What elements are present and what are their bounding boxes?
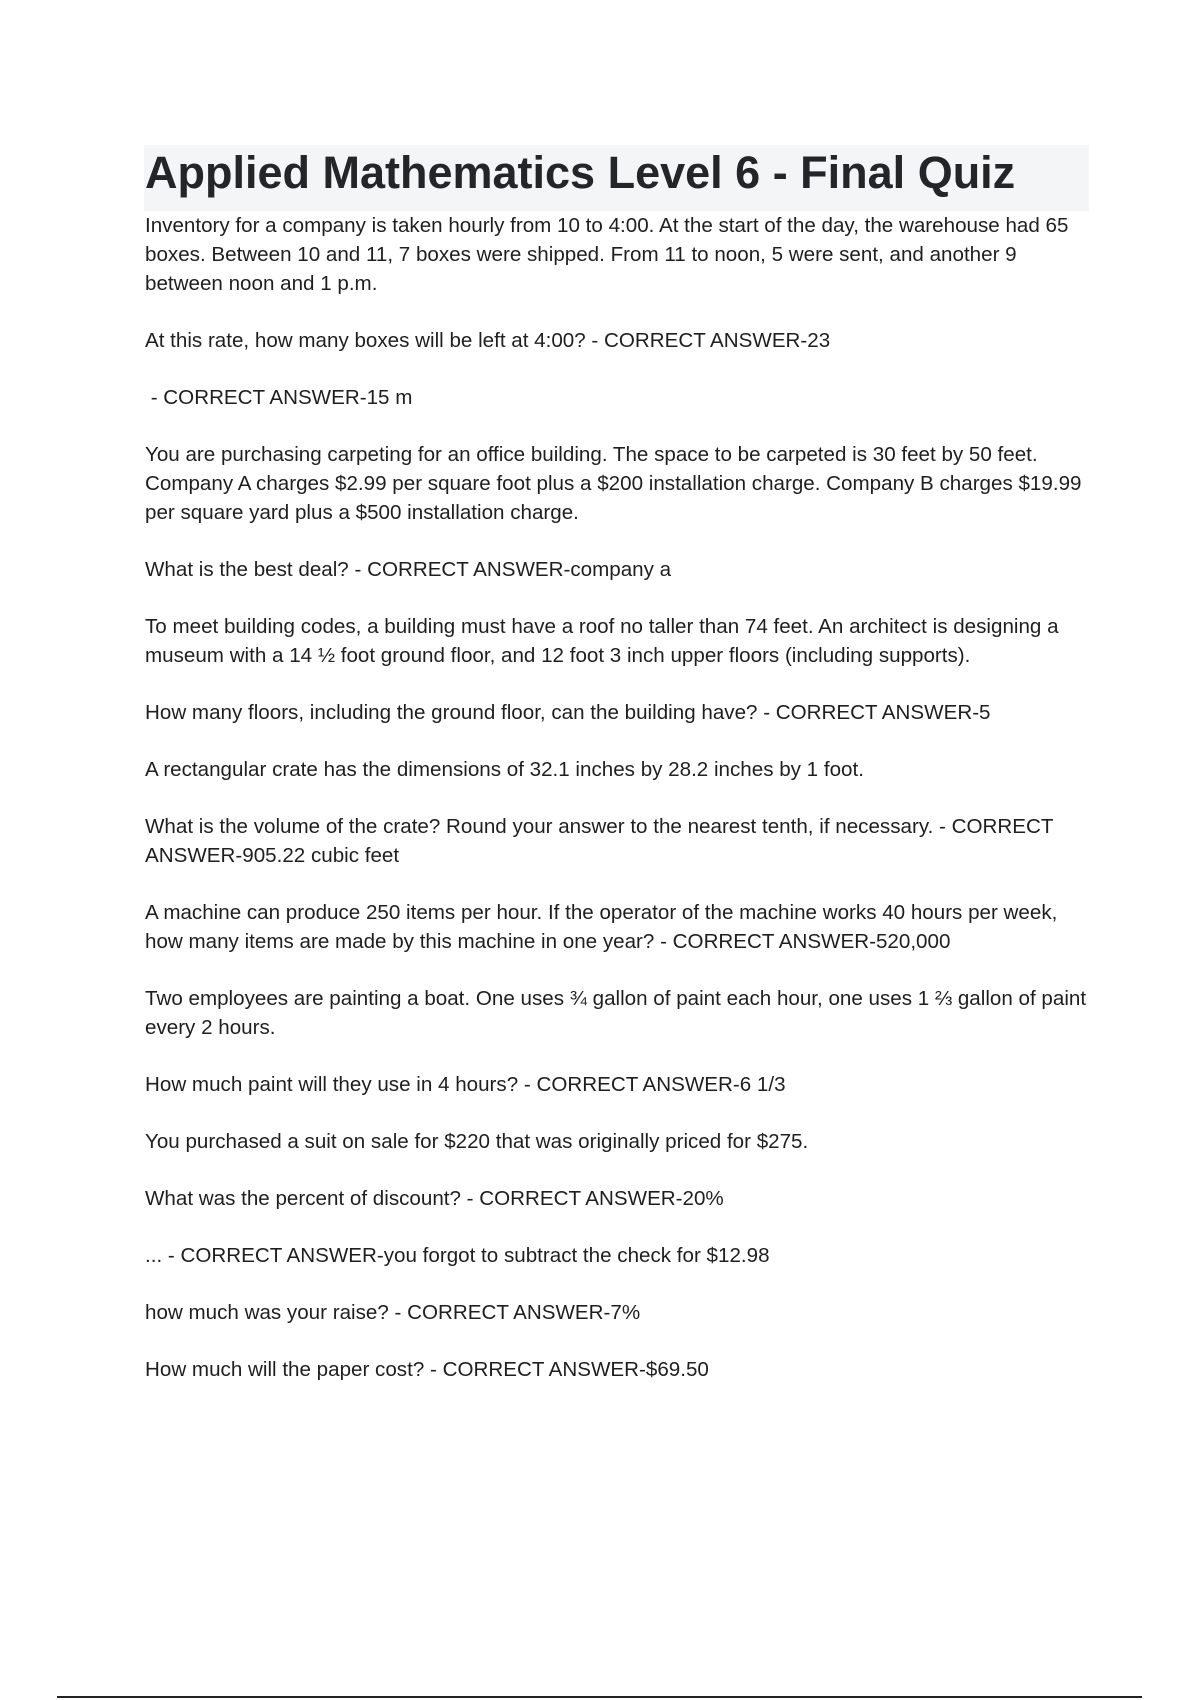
page-bottom-rule xyxy=(57,1696,1142,1698)
answer-crate-volume: What is the volume of the crate? Round your answer to the nearest tenth, if necessary. - CORRECT ANSWER-905.22 cubic feet xyxy=(145,815,1054,867)
quiz-body xyxy=(145,211,1090,1412)
document-title: Applied Mathematics Level 6 - Final Quiz xyxy=(145,147,1016,198)
question-carpeting: You are purchasing carpeting for an office building. The space to be carpeted is 30 feet by 50 feet. Company A charges $2.99 per square foot plus a $200 installation charge. Company B charges $19.99 per square yard plus a $500 installation charge. xyxy=(145,443,1082,524)
question-building-codes: To meet building codes, a building must have a roof no taller than 74 feet. An architect is designing a museum with a 14 ½ foot ground floor, and 12 foot 3 inch upper floors (including supports). xyxy=(145,615,1059,667)
answer-check: ... - CORRECT ANSWER-you forgot to subtract the check for $12.98 xyxy=(145,1244,770,1267)
answer-paper-cost: How much will the paper cost? - CORRECT ANSWER-$69.50 xyxy=(145,1358,709,1381)
answer-best-deal: What is the best deal? - CORRECT ANSWER-company a xyxy=(145,558,672,581)
question-machine-items: A machine can produce 250 items per hour. If the operator of the machine works 40 hours per week, how many items are made by this machine in one year? - CORRECT ANSWER-520,000 xyxy=(145,901,1058,953)
question-inventory: Inventory for a company is taken hourly from 10 to 4:00. At the start of the day, the warehouse had 65 boxes. Between 10 and 11, 7 boxes were shipped. From 11 to noon, 5 were sent, and another 9 between noon and 1 p.m. xyxy=(145,214,1069,295)
question-crate: A rectangular crate has the dimensions of 32.1 inches by 28.2 inches by 1 foot. xyxy=(145,758,864,781)
answer-paint: How much paint will they use in 4 hours? - CORRECT ANSWER-6 1/3 xyxy=(145,1073,786,1096)
answer-discount: What was the percent of discount? - CORRECT ANSWER-20% xyxy=(145,1187,724,1210)
question-suit: You purchased a suit on sale for $220 that was originally priced for $275. xyxy=(145,1130,809,1153)
answer-raise: how much was your raise? - CORRECT ANSWER-7% xyxy=(145,1301,641,1324)
answer-floors: How many floors, including the ground floor, can the building have? - CORRECT ANSWER-5 xyxy=(145,701,991,724)
answer-15m: - CORRECT ANSWER-15 m xyxy=(145,386,413,409)
answer-boxes-left: At this rate, how many boxes will be left at 4:00? - CORRECT ANSWER-23 xyxy=(145,329,831,352)
question-painting: Two employees are painting a boat. One uses ¾ gallon of paint each hour, one uses 1 ⅔ gallon of paint every 2 hours. xyxy=(145,987,1087,1039)
